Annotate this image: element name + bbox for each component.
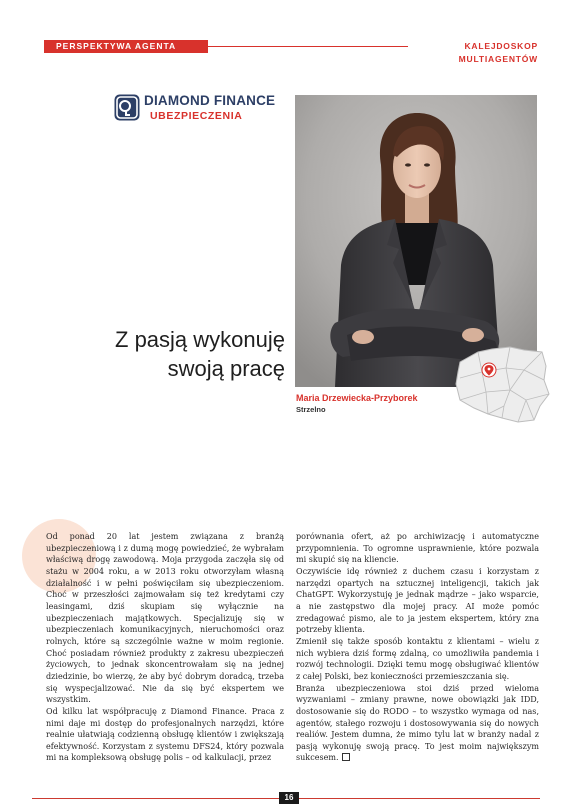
article-title-line1: Z pasją wykonuję xyxy=(115,327,285,352)
section-label: PERSPEKTYWA AGENTA xyxy=(44,40,208,53)
paragraph-text: Branża ubezpieczeniowa stoi dziś przed wieloma wyzwaniami – zmiany prawne, nowe obowiązki jak IDD, dostosowanie się do RODO – to wszystko wymaga od nas, agentów, stałego rozwoju i dostosowywania się do nowych realiów. Jestem dumna, że mimo tylu lat w branży nadal z pasją wykonuję swoją pracę. To jest moim największym sukcesem. xyxy=(296,683,539,763)
header-divider xyxy=(208,46,408,47)
diamond-finance-logo-icon xyxy=(114,94,140,121)
paragraph: Zmienił się także sposób kontaktu z klientami – wielu z nich wybiera dziś formę zdalną, co umożliwiła pandemia i rozwój technologii. Dzięki temu mogę obsługiwać klientów z całej Polski, bez konieczności przemieszczania się. xyxy=(296,636,539,681)
author-name: Maria Drzewiecka-Przyborek xyxy=(296,393,418,403)
logo-name: DIAMOND FINANCE xyxy=(144,93,276,108)
paragraph: Oczywiście idę również z duchem czasu i korzystam z narzędzi opartych na sztucznej inteligencji, takich jak ChatGPT. Wykorzystuję je jednak mądrze – jako wsparcie, a nie zastępstwo dla mojej pracy. AI może pomóc zredagować pismo, ale to ja jestem ekspertem, który zna potrzeby klienta. xyxy=(296,566,539,635)
article-title-line2: swoją pracę xyxy=(167,356,285,381)
series-label: KALEJDOSKOP MULTIAGENTÓW xyxy=(458,41,538,64)
paragraph: Od kilku lat współpracuję z Diamond Finance. Praca z nimi daje mi dostęp do profesjonalnych narzędzi, które realnie ułatwiają codzienną obsługę klientów i zwiększają efektywność. Korzystam z systemu DFS24, który pozwala mi na kompleksową obsługę polis – od kalkulacji, przez xyxy=(46,706,284,763)
logo-subtitle: UBEZPIECZENIA xyxy=(150,110,243,122)
paragraph xyxy=(296,683,539,765)
poland-map-icon xyxy=(452,344,552,426)
end-of-article-icon xyxy=(342,753,350,761)
article-column-2 xyxy=(296,531,539,764)
article-title xyxy=(95,325,285,383)
author-city: Strzelno xyxy=(296,405,326,414)
paragraph: Od ponad 20 lat jestem związana z branżą ubezpieczeniową i z dumą mogę powiedzieć, że wybrałam właściwą drogę zawodową. Moja przygoda zaczęła się od stażu w 2004 roku, a w 2013 roku otworzyłam własną działalność i w pełni poświęciłam się ubezpieczeniom. Choć w przeszłości zajmowałam się też kredytami czy leasingami, dziś skupiam się wyłącznie na ubezpieczeniach majątkowych. Specjalizuję się w ubezpieczeniach komunikacyjnych, nieruchomości oraz rolnych, które są szczególnie ważne w moim regionie. Choć posiadam również produkty z zakresu ubezpieczeń życiowych, to jednak skoncentrowałam się na jednej dziedzinie, bo wierzę, że aby być dobrym doradcą, trzeba się wyspecjalizować. Nie da się być ekspertem we wszystkim. xyxy=(46,532,284,705)
article-column-1 xyxy=(46,531,284,764)
page-number: 16 xyxy=(279,792,299,804)
paragraph: porównania ofert, aż po archiwizację i automatyczne przypomnienia. To ogromne usprawnienie, które pozwala mi skupić się na kliencie. xyxy=(296,532,539,565)
